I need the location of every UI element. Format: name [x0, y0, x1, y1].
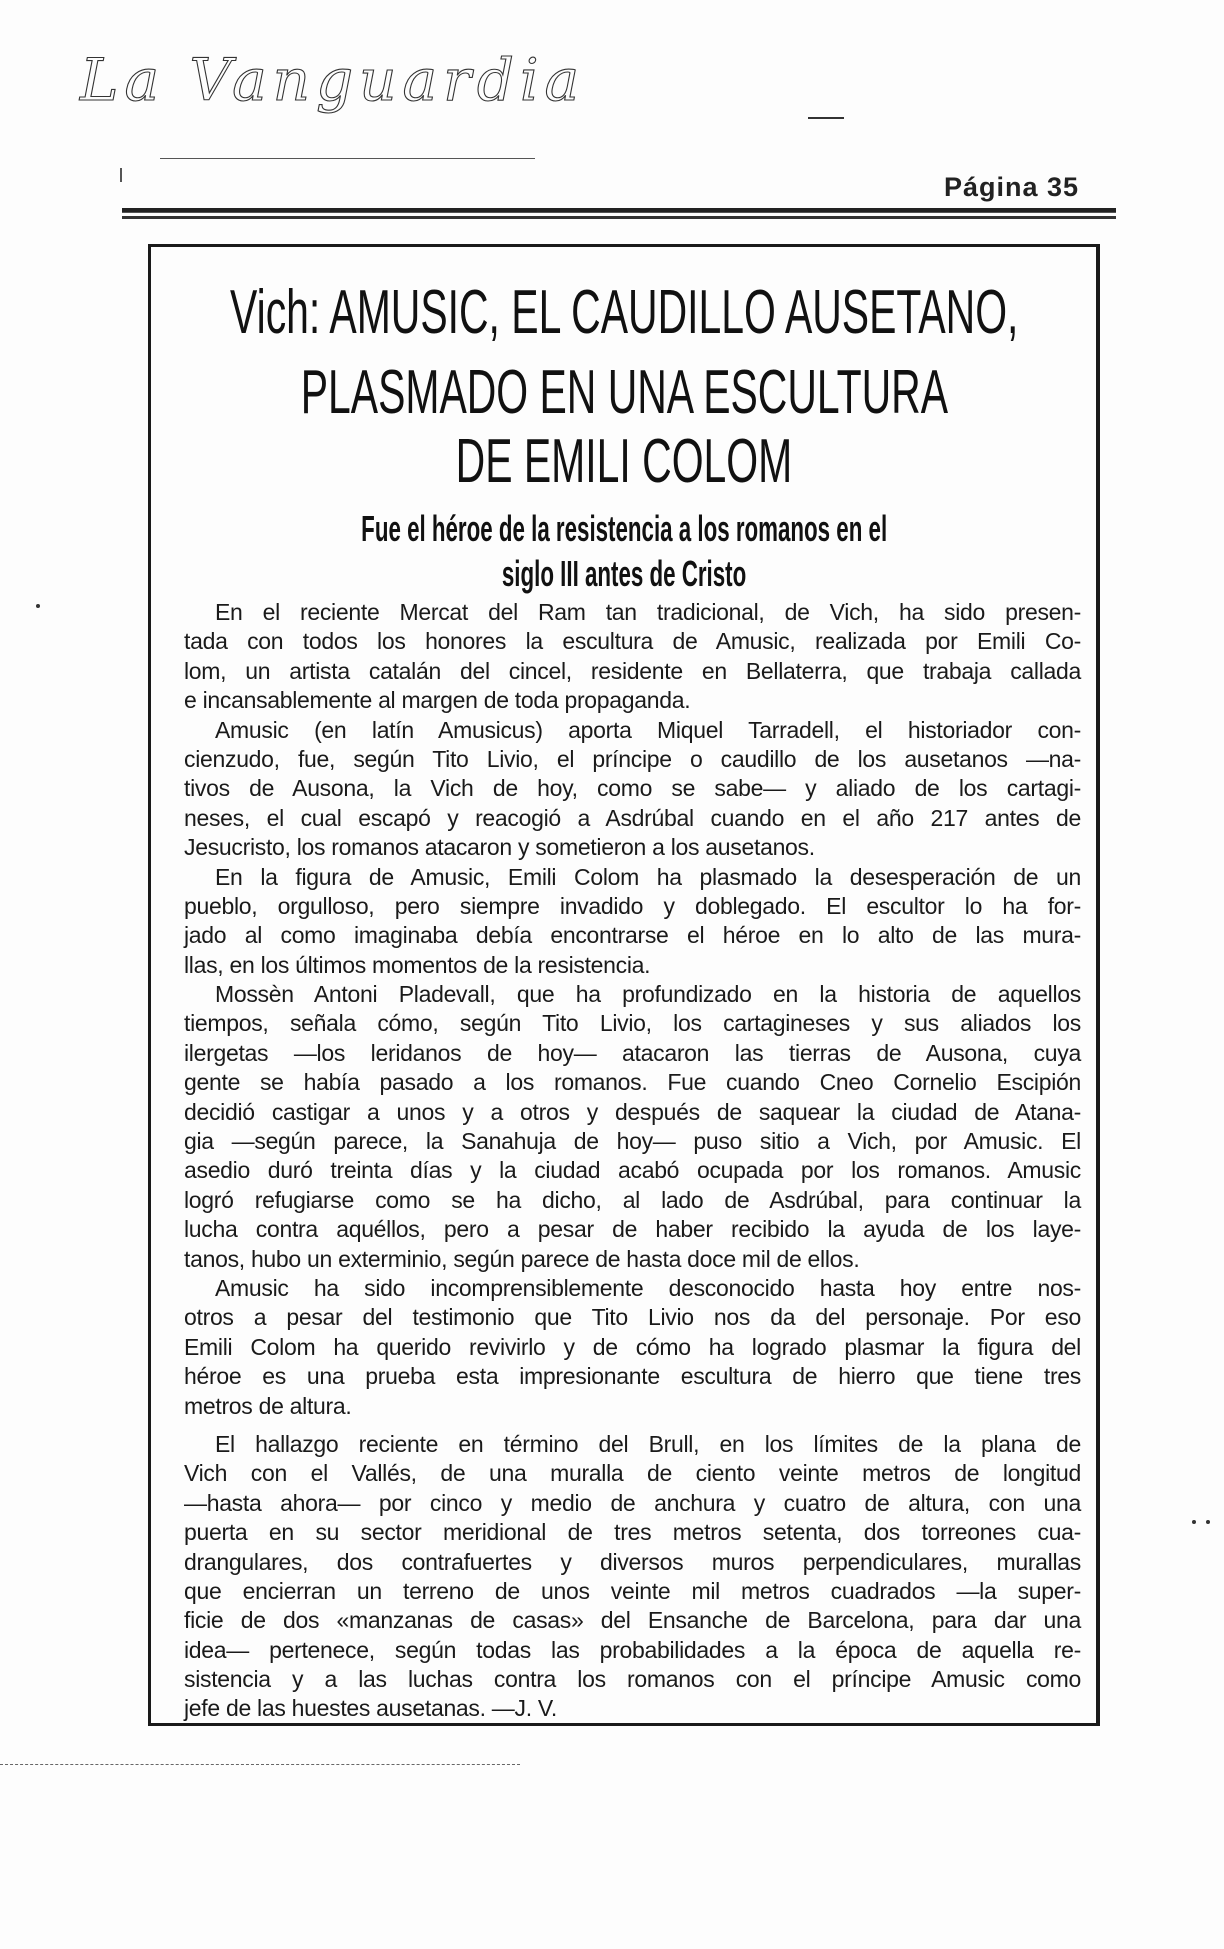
headline-text: PLASMADO EN UNA ESCULTURA — [300, 358, 948, 427]
article-text-line: idea— pertenece, según todas las probabilidades a la época de aquella re- — [184, 1636, 1081, 1663]
article-text-line: ilergetas —los leridanos de hoy— atacaron las tierras de Ausona, cuya — [184, 1039, 1081, 1066]
article-text-line: e incansablemente al margen de toda propaganda. — [184, 687, 691, 714]
article-text-line: El hallazgo reciente en término del Brull, en los límites de la plana de — [215, 1430, 1081, 1457]
handwritten-text: La Vanguardia — [80, 46, 586, 114]
article-text-line: jefe de las huestes ausetanas. —J. V. — [184, 1695, 557, 1722]
page-number: Página 35 — [944, 172, 1080, 202]
article-text-line: jado al como imaginaba debía encontrarse el héroe en lo alto de las mura- — [184, 922, 1081, 949]
article-text-line: gente se había pasado a los romanos. Fue cuando Cneo Cornelio Escipión — [184, 1069, 1081, 1096]
article-text-line: —hasta ahora— por cinco y medio de anchura y cuatro de altura, con una — [184, 1489, 1081, 1516]
article-text-line: En el reciente Mercat del Ram tan tradicional, de Vich, ha sido presen- — [215, 599, 1081, 625]
article-text-line: logró refugiarse como se ha dicho, al lado de Asdrúbal, para continuar la — [184, 1186, 1081, 1213]
article-text-line: gia —según parece, la Sanahuja de hoy— puso sitio a Vich, por Amusic. El — [184, 1128, 1081, 1155]
pen-underline — [160, 158, 535, 159]
article-text-line: asedio duró treinta días y la ciudad acabó ocupada por los romanos. Amusic — [184, 1157, 1081, 1184]
article-text-line: lucha contra aquéllos, pero a pesar de haber recibido la ayuda de los laye- — [184, 1216, 1081, 1243]
bottom-dashed-line — [0, 1764, 520, 1765]
article-text-line: Jesucristo, los romanos atacaron y sometieron a los ausetanos. — [184, 834, 815, 861]
subtitle-text: siglo III antes de Cristo — [501, 553, 747, 594]
scan-speck — [1206, 1520, 1210, 1524]
subtitle-line — [148, 553, 1100, 594]
headline-line — [148, 358, 1100, 427]
pen-dash — [808, 117, 844, 119]
header-rule-secondary — [122, 216, 1116, 219]
article-text-line: metros de altura. — [184, 1392, 352, 1419]
article-text-line: neses, el cual escapó y reacogió a Asdrúbal cuando en el año 217 antes de — [184, 804, 1081, 831]
headline-line — [148, 278, 1100, 347]
article-text-line: tiempos, señala cómo, según Tito Livio, los cartagineses y sus aliados los — [184, 1010, 1081, 1037]
article-text-line: Vich con el Vallés, de una muralla de ciento veinte metros de longitud — [184, 1460, 1081, 1487]
article-text-line: llas, en los últimos momentos de la resistencia. — [184, 951, 651, 978]
article-text-line: Amusic ha sido incomprensiblemente desconocido hasta hoy entre nos- — [215, 1274, 1081, 1301]
headline-line — [148, 427, 1100, 496]
article-text-line: sistencia y a las luchas contra los romanos con el príncipe Amusic como — [184, 1666, 1081, 1693]
article-text-line: Emili Colom ha querido revivirlo y de cómo ha logrado plasmar la figura del — [184, 1333, 1081, 1360]
pen-tick — [120, 168, 122, 182]
article-body — [184, 598, 1081, 1724]
header-rule — [122, 208, 1116, 213]
article-text-line: lom, un artista catalán del cincel, residente en Bellaterra, que trabaja callada — [184, 657, 1081, 684]
subtitle-text: Fue el héroe de la resistencia a los romanos en el — [361, 508, 887, 549]
article-text-line: ficie de dos «manzanas de casas» del Ensanche de Barcelona, para dar una — [184, 1607, 1081, 1634]
article-text-line: héroe es una prueba esta impresionante escultura de hierro que tiene tres — [184, 1363, 1081, 1390]
article-text-line: que encierran un terreno de unos veinte mil metros cuadrados —la super- — [184, 1577, 1081, 1604]
article-text-line: puerta en su sector meridional de tres metros setenta, dos torreones cua- — [184, 1519, 1081, 1546]
scan-speck — [1192, 1520, 1196, 1524]
article-text-line: Mossèn Antoni Pladevall, que ha profundizado en la historia de aquellos — [215, 981, 1081, 1008]
subtitle-line — [148, 508, 1100, 549]
handwritten-publication-name — [70, 5, 590, 125]
article-text-line: cienzudo, fue, según Tito Livio, el príncipe o caudillo de los ausetanos —na- — [184, 745, 1081, 772]
article-text-line: tada con todos los honores la escultura de Amusic, realizada por Emili Co- — [184, 628, 1081, 655]
article-text-line: En la figura de Amusic, Emili Colom ha plasmado la desesperación de un — [215, 863, 1081, 890]
headline-text: DE EMILI COLOM — [455, 427, 793, 496]
article-text-line: tivos de Ausona, la Vich de hoy, como se sabe— y aliado de los cartagi- — [184, 775, 1081, 802]
article-text-line: Amusic (en latín Amusicus) aporta Miquel Tarradell, el historiador con- — [215, 716, 1081, 743]
scan-speck — [36, 604, 40, 608]
article-text-line: decidió castigar a unos y a otros y después de saquear la ciudad de Atana- — [184, 1098, 1081, 1125]
article-text-line: pueblo, orgulloso, pero siempre invadido y doblegado. El escultor lo ha for- — [184, 892, 1081, 919]
headline-text: Vich: AMUSIC, EL CAUDILLO AUSETANO, — [229, 278, 1019, 347]
article-text-line: tanos, hubo un exterminio, según parece de hasta doce mil de ellos. — [184, 1245, 860, 1272]
article-text-line: drangulares, dos contrafuertes y diversos muros perpendiculares, murallas — [184, 1548, 1081, 1575]
article-text-line: otros a pesar del testimonio que Tito Livio nos da del personaje. Por eso — [184, 1304, 1081, 1331]
